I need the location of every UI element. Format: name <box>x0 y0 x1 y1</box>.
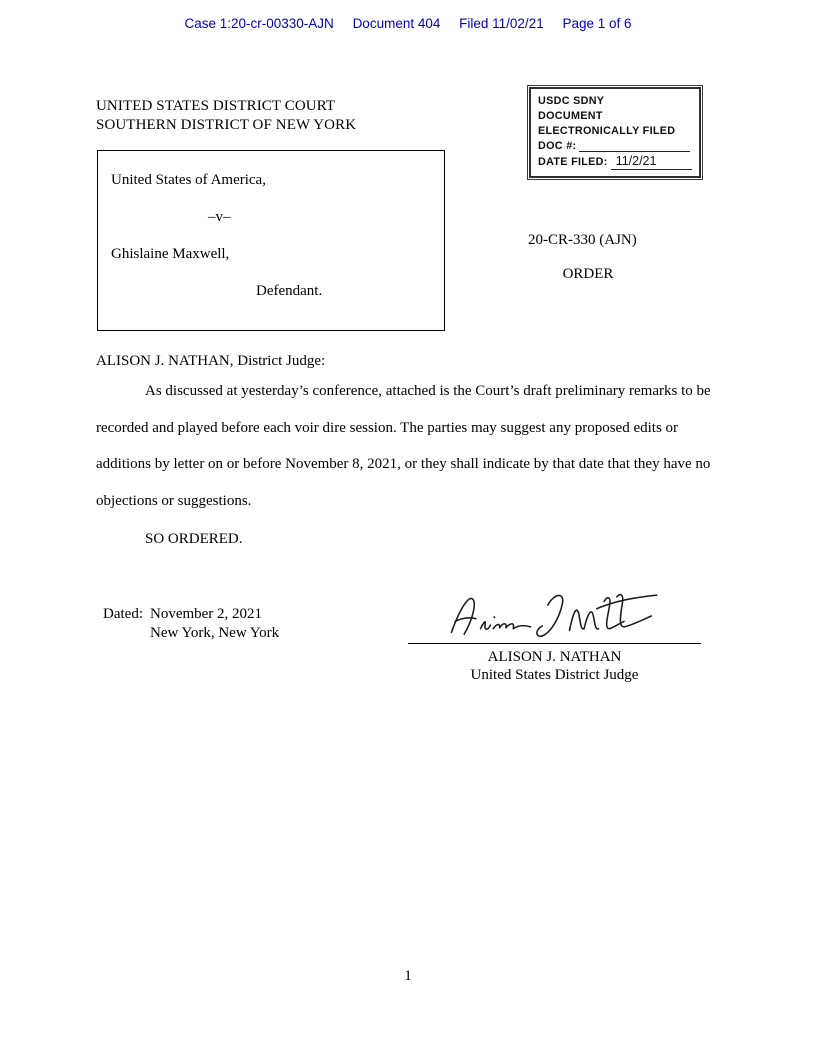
stamp-date-filed-row <box>538 154 692 170</box>
case-number: 20-CR-330 (AJN) <box>528 232 637 248</box>
signature-block <box>408 560 701 684</box>
pacer-header <box>0 16 816 31</box>
stamp-electronically-filed-line: ELECTRONICALLY FILED <box>538 125 676 137</box>
judge-signature-icon <box>446 583 664 649</box>
stamp-doc-number-row <box>538 139 692 154</box>
case-info <box>528 230 648 283</box>
filed-stamp <box>529 87 701 178</box>
signature-line <box>408 560 701 644</box>
court-name-line2: SOUTHERN DISTRICT OF NEW YORK <box>96 116 357 133</box>
page-number: 1 <box>404 968 412 984</box>
stamp-usdc-line: USDC SDNY <box>538 95 605 107</box>
stamp-document-line: DOCUMENT <box>538 110 603 122</box>
dated-block <box>103 605 279 642</box>
stamp-date-value: 11/2/21 <box>611 154 692 170</box>
judge-line: ALISON J. NATHAN, District Judge: <box>96 353 326 369</box>
stamp-doc-label: DOC #: <box>538 140 577 152</box>
dated-place: New York, New York <box>149 624 280 641</box>
header-case-number: Case 1:20-cr-00330-AJN <box>184 16 334 31</box>
order-body-paragraph: As discussed at yesterday’s conference, attached is the Court’s draft preliminary remarks to be recorded and played before each voir dire session. The parties may suggest any proposed edits or additions by letter on or before November 8, 2021, or they shall indicate by that date that they have no objections or suggestions. <box>96 383 711 509</box>
court-name-line1: UNITED STATES DISTRICT COURT <box>96 98 336 114</box>
dated-label: Dated: <box>103 606 143 622</box>
dated-date: November 2, 2021 <box>149 606 263 622</box>
header-page-count: Page 1 of 6 <box>562 16 632 31</box>
header-filed-date: Filed 11/02/21 <box>459 16 544 31</box>
header-document-number: Document 404 <box>352 16 441 31</box>
stamp-date-label: DATE FILED: <box>538 156 608 168</box>
signer-title: United States District Judge <box>470 667 639 683</box>
signer-name: ALISON J. NATHAN <box>487 649 622 665</box>
caption-plaintiff: United States of America, <box>111 172 266 188</box>
so-ordered-line: SO ORDERED. <box>145 531 243 547</box>
stamp-doc-blank-line <box>579 140 690 152</box>
caption-box <box>97 150 445 331</box>
dated-lines <box>150 605 279 642</box>
caption-defendant-name: Ghislaine Maxwell, <box>111 246 230 262</box>
caption-defendant-label: Defendant. <box>256 283 323 299</box>
order-title: ORDER <box>562 266 614 282</box>
caption-versus: –v– <box>208 209 231 225</box>
court-name <box>96 97 356 134</box>
